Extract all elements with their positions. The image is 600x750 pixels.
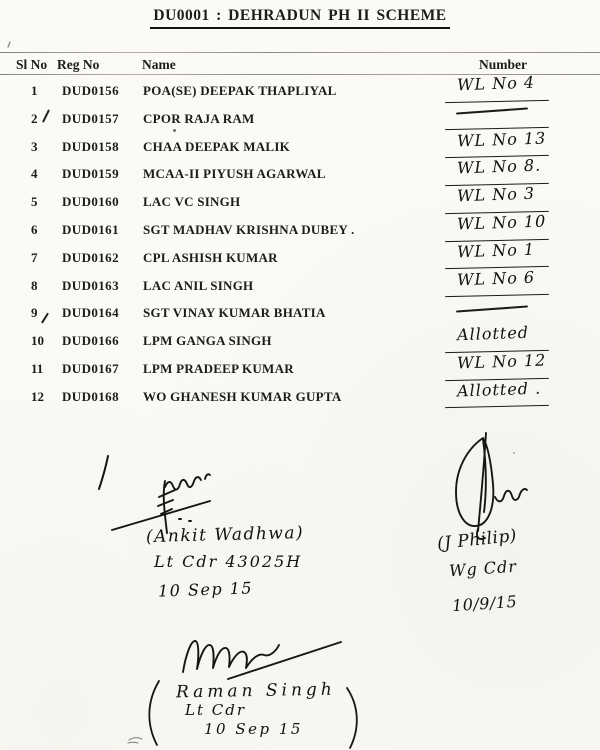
row-reg-no: DUD0156 xyxy=(62,83,119,98)
row-name: SGT MADHAV KRISHNA DUBEY . xyxy=(143,222,355,237)
row-reg-no: DUD0167 xyxy=(62,361,119,376)
row-reg-no: DUD0159 xyxy=(62,166,119,182)
row-number-handwriting: WL No 12 xyxy=(456,350,547,373)
header-name: Name xyxy=(142,57,176,72)
row-number-handwriting: WL No 10 xyxy=(456,211,547,234)
paper-speck xyxy=(513,452,515,454)
row-name: CPL ASHISH KUMAR xyxy=(143,249,278,265)
pen-underline xyxy=(445,294,549,298)
document-title: DU0001 : DEHRADUN PH II SCHEME xyxy=(150,7,449,29)
pen-underline xyxy=(445,100,549,104)
row-name: CHAA DEEPAK MALIK xyxy=(143,138,291,154)
row-sl-no: 9 xyxy=(31,305,38,321)
row-sl-no: 8 xyxy=(31,277,38,293)
table-row xyxy=(0,378,600,411)
signature-left-rank: Lt Cdr 43025H xyxy=(154,552,303,571)
row-name: LPM PRADEEP KUMAR xyxy=(143,361,294,376)
row-number-handwriting: WL No 6 xyxy=(456,267,536,289)
signature-right-rank: Wg Cdr xyxy=(448,556,518,581)
row-number-handwriting: WL No 3 xyxy=(456,183,536,206)
title-row xyxy=(0,7,600,29)
row-reg-no: DUD0166 xyxy=(62,333,119,349)
stray-pen-mark xyxy=(99,456,108,489)
header-sl-no: Sl No xyxy=(16,57,48,72)
signature-right-name: (J Philip) xyxy=(436,525,518,555)
row-reg-no: DUD0161 xyxy=(62,222,119,237)
row-name: POA(SE) DEEPAK THAPLIYAL xyxy=(143,83,337,98)
header-number: Number xyxy=(479,57,527,72)
row-number-handwriting: WL No 8. xyxy=(456,155,542,178)
signature-right-date: 10/9/15 xyxy=(451,591,518,616)
row-sl-no: 5 xyxy=(31,194,38,210)
table-top-rule xyxy=(0,52,600,53)
signature-bottom-date: 10 Sep 15 xyxy=(204,720,303,738)
row-sl-no: 12 xyxy=(31,388,44,404)
row-number-handwriting: Allotted xyxy=(456,322,530,345)
row-name: WO GHANESH KUMAR GUPTA xyxy=(143,388,342,404)
raman-signature-scrawl xyxy=(183,641,341,679)
philip-signature-scrawl xyxy=(456,433,527,539)
pen-dash-mark xyxy=(456,107,528,114)
bottom-left-smudge xyxy=(128,738,142,743)
row-number-cell xyxy=(448,211,552,244)
row-number-handwriting: WL No 1 xyxy=(456,239,536,262)
signature-bottom-name: Raman Singh xyxy=(175,679,336,703)
raman-close-paren xyxy=(347,688,357,748)
row-number-cell xyxy=(448,239,552,272)
row-number-cell xyxy=(448,72,552,105)
signature-bottom-rank: Lt Cdr xyxy=(185,701,247,719)
pen-tick-icon xyxy=(41,313,49,324)
row-name: MCAA-II PIYUSH AGARWAL xyxy=(143,166,326,182)
row-sl-no: 6 xyxy=(31,222,38,237)
table-row xyxy=(0,105,600,133)
table-row xyxy=(0,72,600,105)
raman-open-paren xyxy=(149,681,159,745)
row-name: SGT VINAY KUMAR BHATIA xyxy=(143,305,326,321)
row-number-handwriting: WL No 4 xyxy=(456,72,536,95)
row-reg-no: DUD0160 xyxy=(62,194,119,210)
pen-dash-mark xyxy=(456,306,528,313)
row-reg-no: DUD0168 xyxy=(62,388,119,404)
row-name: LPM GANGA SINGH xyxy=(143,333,272,349)
pen-underline xyxy=(445,405,549,409)
row-number-cell xyxy=(448,378,552,411)
row-reg-no: DUD0164 xyxy=(62,305,119,321)
table-row xyxy=(0,267,600,300)
row-sl-no: 11 xyxy=(31,361,44,376)
row-sl-no: 2 xyxy=(31,110,38,126)
row-sl-no: 7 xyxy=(31,249,38,265)
row-number-handwriting: WL No 13 xyxy=(456,128,547,151)
row-name: LAC VC SINGH xyxy=(143,194,241,210)
row-number-cell xyxy=(448,267,552,300)
row-name: CPOR RAJA RAM xyxy=(143,110,255,126)
row-name: LAC ANIL SINGH xyxy=(143,277,254,293)
row-sl-no: 1 xyxy=(31,83,38,98)
pen-tick-icon xyxy=(42,109,50,122)
row-reg-no: DUD0157 xyxy=(62,110,119,126)
signature-left-name: (Ankit Wadhwa) xyxy=(145,522,305,548)
top-left-speck xyxy=(8,42,10,47)
row-reg-no: DUD0158 xyxy=(62,138,119,154)
ankit-signature-scrawl xyxy=(112,474,210,533)
header-reg-no: Reg No xyxy=(57,57,100,72)
row-sl-no: 4 xyxy=(31,166,38,182)
row-number-handwriting: Allotted . xyxy=(456,378,542,401)
ink-dot xyxy=(173,129,176,132)
row-reg-no: DUD0162 xyxy=(62,249,119,265)
row-reg-no: DUD0163 xyxy=(62,277,119,293)
signature-left-date: 10 Sep 15 xyxy=(157,578,254,601)
row-sl-no: 3 xyxy=(31,138,38,154)
row-sl-no: 10 xyxy=(31,333,44,349)
